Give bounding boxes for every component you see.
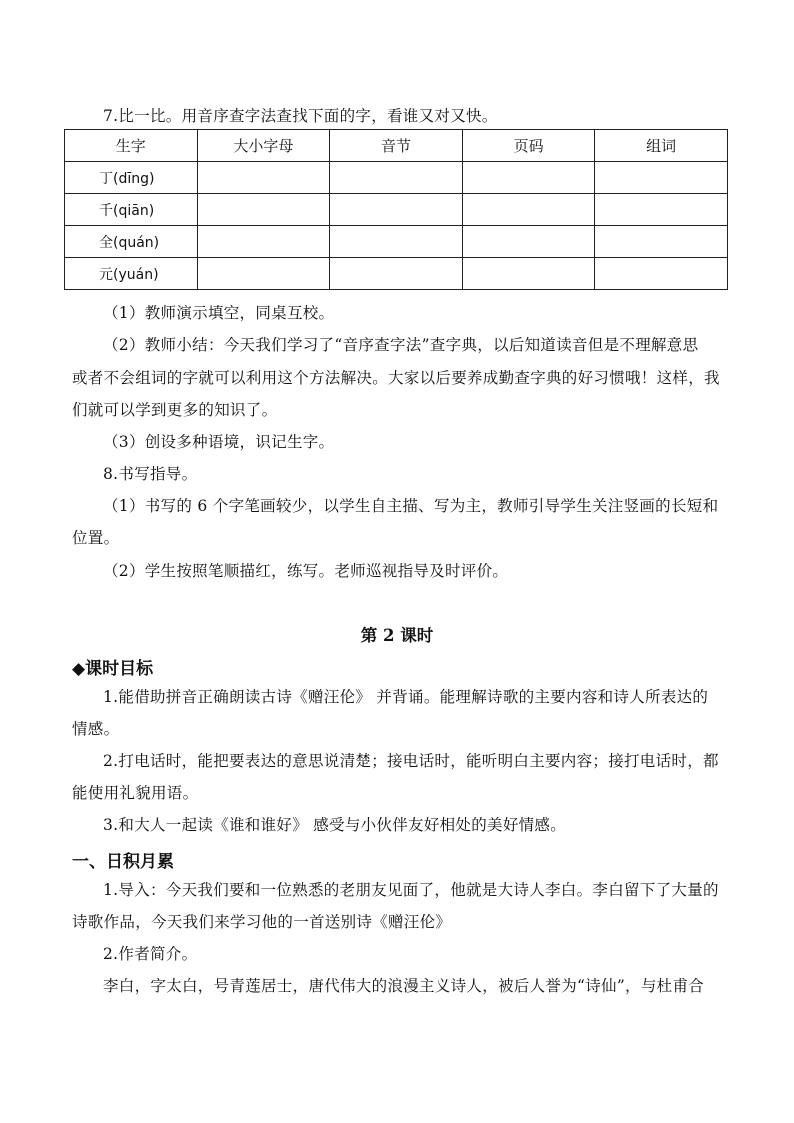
- blank-cell: [595, 226, 728, 258]
- paragraph: （1）教师演示填空，同桌互校。: [103, 304, 335, 322]
- lesson-title: 第 2 课时: [360, 626, 434, 645]
- blank-cell: [197, 258, 330, 290]
- paragraph: 们就可以学到更多的知识了。: [72, 401, 278, 419]
- paragraph: 或者不会组词的字就可以利用这个方法解决。大家以后要养成勤查字典的好习惯哦！这样，我: [72, 369, 720, 387]
- goals-heading: ◆课时目标: [72, 659, 154, 679]
- blank-cell: [462, 162, 595, 194]
- paragraph: 情感。: [72, 720, 120, 738]
- header-cell: 音节: [330, 130, 463, 162]
- header-cell: 大小字母: [197, 130, 330, 162]
- paragraph: 1.能借助拼音正确朗读古诗《赠汪伦》 并背诵。能理解诗歌的主要内容和诗人所表达的: [103, 688, 709, 706]
- blank-cell: [330, 226, 463, 258]
- paragraph: 诗歌作品，今天我们来学习他的一首送别诗《赠汪伦》: [72, 913, 452, 931]
- paragraph: 2.作者简介。: [103, 945, 198, 963]
- paragraph: 位置。: [72, 529, 120, 547]
- paragraph: （1）书写的 6 个字笔画较少，以学生自主描、写为主，教师引导学生关注竖画的长短和: [103, 497, 719, 515]
- blank-cell: [330, 162, 463, 194]
- table-row: [65, 162, 728, 194]
- blank-cell: [197, 226, 330, 258]
- table-row: [65, 258, 728, 290]
- paragraph: （2）教师小结：今天我们学习了“音序查字法”查字典，以后知道读音但是不理解意思: [103, 336, 699, 354]
- character-cell: 元(yuán): [65, 258, 198, 290]
- table-header-row: [65, 130, 728, 162]
- section-title: 8.书写指导。: [103, 465, 198, 483]
- character-cell: 全(quán): [65, 226, 198, 258]
- table-row: [65, 194, 728, 226]
- blank-cell: [462, 258, 595, 290]
- lookup-table: [64, 129, 728, 290]
- blank-cell: [330, 258, 463, 290]
- paragraph: 李白，字太白，号青莲居士，唐代伟大的浪漫主义诗人，被后人誉为“诗仙”，与杜甫合: [103, 977, 705, 995]
- blank-cell: [462, 226, 595, 258]
- character-cell: 千(qiān): [65, 194, 198, 226]
- blank-cell: [197, 194, 330, 226]
- header-cell: 生字: [65, 130, 198, 162]
- table-row: [65, 226, 728, 258]
- paragraph: （2）学生按照笔顺描红，练写。老师巡视指导及时评价。: [103, 562, 509, 580]
- blank-cell: [197, 162, 330, 194]
- blank-cell: [330, 194, 463, 226]
- paragraph: 3.和大人一起读《谁和谁好》 感受与小伙伴友好相处的美好情感。: [103, 816, 567, 834]
- exercise-7-instruction: 7.比一比。用音序查字法查找下面的字，看谁又对又快。: [103, 107, 498, 125]
- blank-cell: [462, 194, 595, 226]
- paragraph: （3）创设多种语境，识记生字。: [103, 433, 335, 451]
- blank-cell: [595, 258, 728, 290]
- paragraph: 能使用礼貌用语。: [72, 784, 199, 802]
- section-heading: 一、日积月累: [72, 852, 174, 872]
- blank-cell: [595, 162, 728, 194]
- character-cell: 丁(dīng): [65, 162, 198, 194]
- header-cell: 组词: [595, 130, 728, 162]
- blank-cell: [595, 194, 728, 226]
- paragraph: 1.导入：今天我们要和一位熟悉的老朋友见面了，他就是大诗人李白。李白留下了大量的: [103, 881, 719, 899]
- header-cell: 页码: [462, 130, 595, 162]
- paragraph: 2.打电话时，能把要表达的意思说清楚；接电话时，能听明白主要内容；接打电话时，都: [103, 752, 719, 770]
